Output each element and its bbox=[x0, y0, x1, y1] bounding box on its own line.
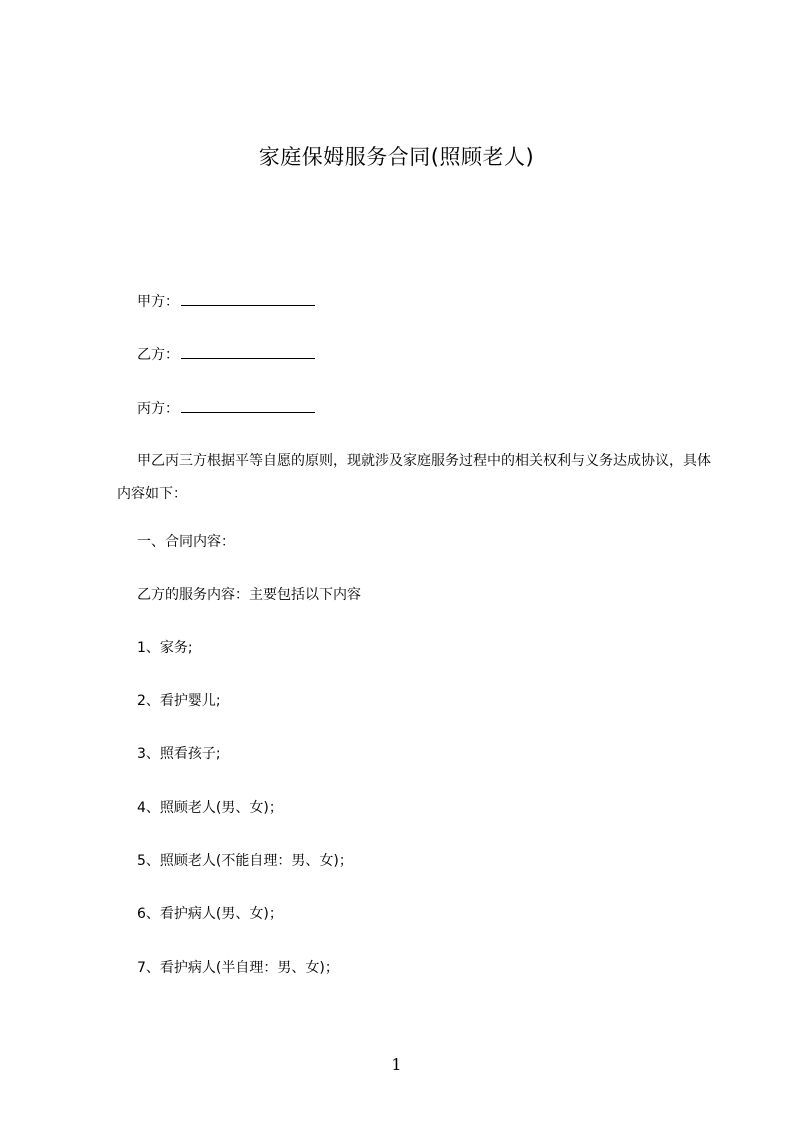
intro-paragraph bbox=[117, 445, 717, 511]
service-intro: 乙方的服务内容：主要包括以下内容 bbox=[137, 587, 361, 603]
list-item: 4、照顾老人(男、女)； bbox=[137, 800, 283, 816]
party-c-label: 丙方： bbox=[137, 401, 179, 417]
list-item: 1、家务; bbox=[137, 640, 193, 656]
party-b-line bbox=[137, 344, 315, 365]
document-title: 家庭保姆服务合同(照顾老人) bbox=[258, 145, 535, 169]
list-item: 3、照看孩子; bbox=[137, 746, 221, 762]
party-c-blank bbox=[181, 398, 315, 413]
party-a-blank bbox=[181, 291, 315, 306]
list-item: 5、照顾老人(不能自理：男、女)； bbox=[137, 853, 353, 869]
list-item: 2、看护婴儿; bbox=[137, 693, 221, 709]
intro-text: 甲乙丙三方根据平等自愿的原则，现就涉及家庭服务过程中的相关权利与义务达成协议，具体内容如下： bbox=[117, 453, 711, 502]
party-b-label: 乙方： bbox=[137, 347, 179, 363]
party-a-line bbox=[137, 291, 315, 312]
section-1-heading: 一、合同内容： bbox=[137, 534, 235, 550]
party-a-label: 甲方： bbox=[137, 294, 179, 310]
list-item: 6、看护病人(男、女)； bbox=[137, 906, 283, 922]
party-b-blank bbox=[181, 344, 315, 359]
page-number: 1 bbox=[391, 1055, 402, 1074]
party-c-line bbox=[137, 398, 315, 419]
list-item: 7、看护病人(半自理：男、女)； bbox=[137, 960, 339, 976]
